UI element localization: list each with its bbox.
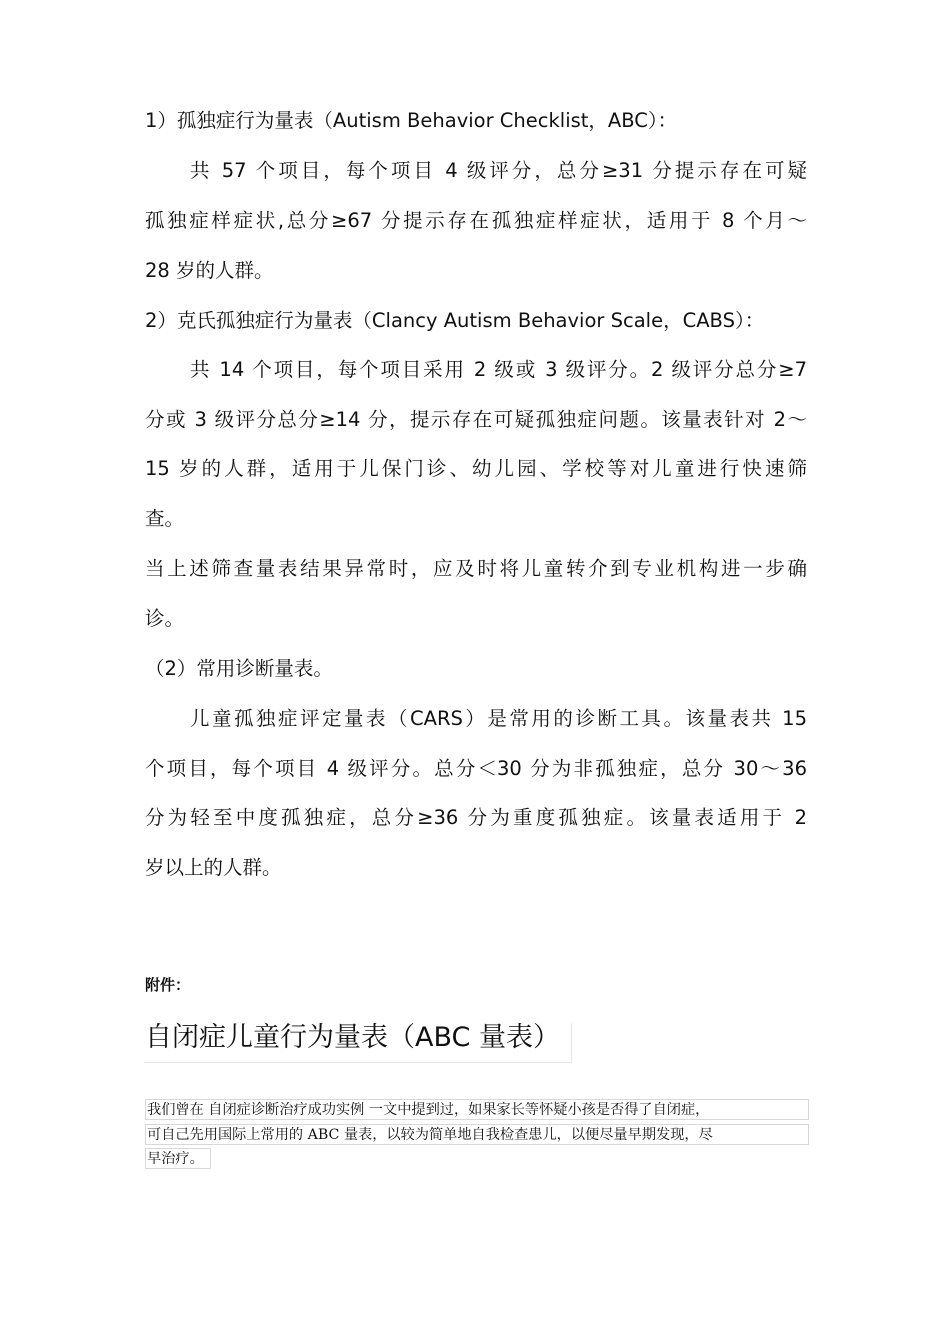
- intro-line-2: 可自己先用国际上常用的 ABC 量表，以较为简单地自我检查患儿，以便尽量早期发现，尽: [145, 1124, 809, 1145]
- cabs-paragraph-line-2: 分或 3 级评分总分≥14 分，提示存在可疑孤独症问题。该量表针对 2～: [145, 408, 807, 431]
- cabs-paragraph-line-4: 查。: [145, 507, 185, 530]
- cars-paragraph-line-1: 儿童孤独症评定量表（CARS）是常用的诊断工具。该量表共 15: [190, 707, 807, 730]
- cars-paragraph-line-4: 岁以上的人群。: [145, 856, 282, 879]
- cars-paragraph-line-3: 分为轻至中度孤独症，总分≥36 分为重度孤独症。该量表适用于 2: [145, 806, 807, 829]
- intro-line-1: 我们曾在 自闭症诊断治疗成功实例 一文中提到过，如果家长等怀疑小孩是否得了自闭症，: [145, 1099, 809, 1120]
- referral-paragraph-line-2: 诊。: [145, 607, 185, 630]
- cabs-paragraph-line-1: 共 14 个项目，每个项目采用 2 级或 3 级评分。2 级评分总分≥7: [190, 358, 807, 381]
- referral-paragraph-line-1: 当上述筛查量表结果异常时，应及时将儿童转介到专业机构进一步确: [145, 557, 807, 580]
- abc-scale-heading: 1）孤独症行为量表（Autism Behavior Checklist，ABC）：: [145, 109, 678, 132]
- attachment-label: 附件：: [145, 976, 191, 994]
- attachment-title: 自闭症儿童行为量表（ABC 量表）: [145, 1022, 560, 1053]
- cabs-paragraph-line-3: 15 岁的人群，适用于儿保门诊、幼儿园、学校等对儿童进行快速筛: [145, 457, 807, 480]
- abc-paragraph-line-2: 孤独症样症状,总分≥67 分提示存在孤独症样症状，适用于 8 个月～: [145, 209, 807, 232]
- intro-line-3: 早治疗。: [145, 1148, 211, 1169]
- cabs-scale-heading: 2）克氏孤独症行为量表（Clancy Autism Behavior Scale，CABS）：: [145, 309, 765, 332]
- abc-paragraph-line-3: 28 岁的人群。: [145, 259, 274, 282]
- cars-paragraph-line-2: 个项目，每个项目 4 级评分。总分＜30 分为非孤独症，总分 30～36: [145, 757, 807, 780]
- diagnostic-scales-heading: （2）常用诊断量表。: [145, 657, 333, 680]
- abc-paragraph-line-1: 共 57 个项目，每个项目 4 级评分，总分≥31 分提示存在可疑: [190, 159, 807, 182]
